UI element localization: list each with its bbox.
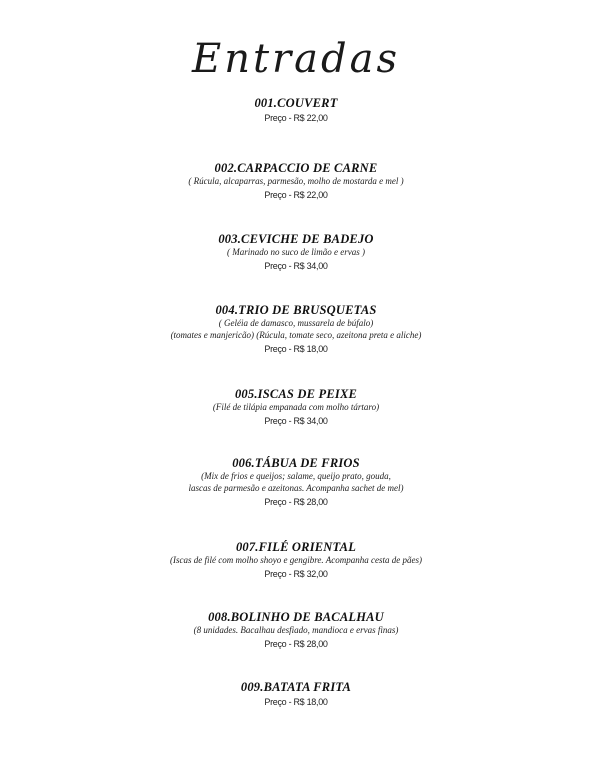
item-description: (Filé de tilápia empanada com molho tártaro): [212, 402, 380, 412]
item-name: 002.CARPACCIO DE CARNE: [214, 161, 378, 175]
item-price: Preço - R$ 18,00: [264, 697, 328, 707]
page-title: Entradas: [192, 36, 400, 82]
item-description: ( Rúcula, alcaparras, parmesão, molho de mostarda e mel ): [188, 176, 404, 186]
item-price: Preço - R$ 28,00: [264, 497, 328, 507]
item-price: Preço - R$ 22,00: [264, 190, 328, 200]
item-price: Preço - R$ 34,00: [264, 261, 328, 271]
item-name: 001.COUVERT: [254, 96, 338, 110]
item-name: 007.FILÉ ORIENTAL: [235, 540, 357, 554]
item-description: lascas de parmesão e azeitonas. Acompanha sachet de mel): [188, 483, 404, 493]
item-name: 006.TÁBUA DE FRIOS: [232, 456, 360, 470]
menu-item-batata-frita: [0, 680, 592, 708]
item-price: Preço - R$ 28,00: [264, 639, 328, 649]
menu-item-ceviche: [0, 232, 592, 272]
item-name: 008.BOLINHO DE BACALHAU: [208, 610, 384, 624]
item-price: Preço - R$ 32,00: [264, 569, 328, 579]
menu-item-file-oriental: [0, 540, 592, 580]
item-price: Preço - R$ 18,00: [264, 344, 328, 354]
item-description: (Mix de frios e queijos; salame, queijo prato, gouda,: [201, 471, 391, 481]
item-name: 003.CEVICHE DE BADEJO: [218, 232, 374, 246]
menu-item-bolinho-bacalhau: [0, 610, 592, 650]
menu-item-couvert: [0, 96, 592, 124]
item-price: Preço - R$ 34,00: [264, 416, 328, 426]
menu-item-brusquetas: [0, 303, 592, 355]
item-price: Preço - R$ 22,00: [264, 113, 328, 123]
menu-item-tabua-frios: [0, 456, 592, 508]
item-description: (Iscas de filé com molho shoyo e gengibre. Acompanha cesta de pães): [170, 555, 422, 565]
item-name: 005.ISCAS DE PEIXE: [234, 387, 358, 401]
item-description: (tomates e manjericão) (Rúcula, tomate seco, azeitona preta e aliche): [170, 330, 422, 340]
item-description: ( Marinado no suco de limão e ervas ): [227, 247, 365, 257]
item-name: 009.BATATA FRITA: [240, 680, 352, 694]
item-description: (8 unidades. Bacalhau desfiado, mandioca e ervas finas): [193, 625, 399, 635]
menu-item-carpaccio: [0, 161, 592, 201]
item-name: 004.TRIO DE BRUSQUETAS: [215, 303, 377, 317]
menu-item-iscas-peixe: [0, 387, 592, 427]
item-description: ( Geléia de damasco, mussarela de búfalo): [218, 318, 374, 328]
